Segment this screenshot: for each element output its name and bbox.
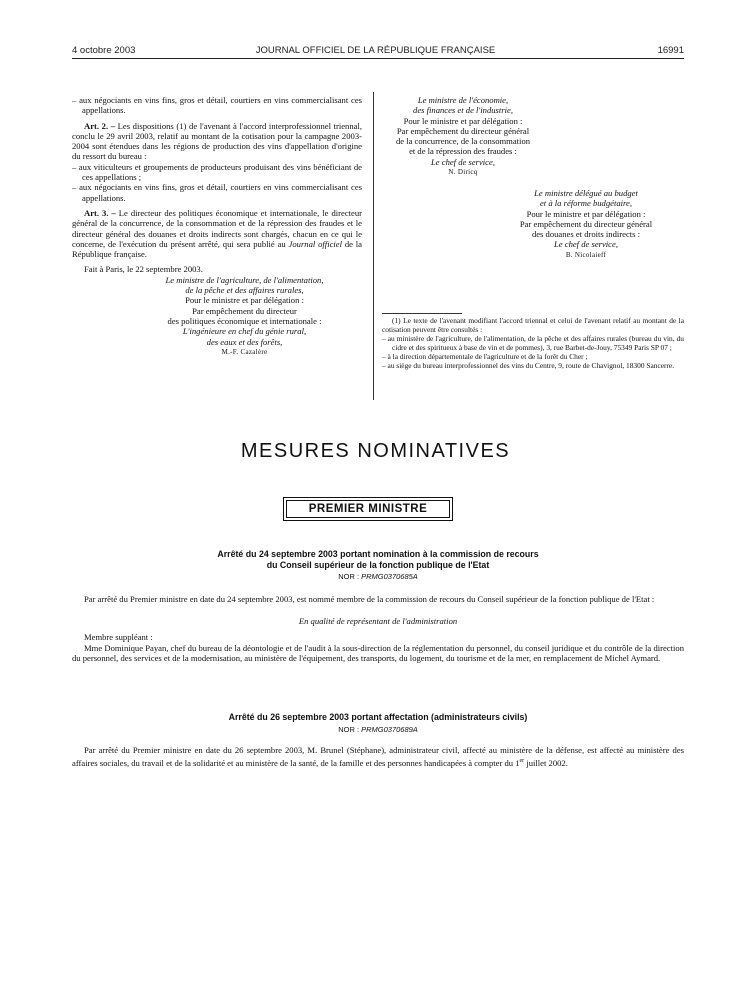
arrete-body: Par arrêté du Premier ministre en date du 26 septembre 2003, M. Brunel (Stéphane), administrateur civil, affecté au ministère de la défense, est affecté au ministère des affaires sociales, du travail et de la solidarité et au ministère de la santé, de la famille et des personnes handicapées à compter du 1er juillet 2002. [72, 745, 684, 768]
list-item: – à la direction départementale de l'agriculture et de la forêt du Cher ; [382, 352, 588, 361]
signature-block-economy: Le ministre de l'économie, des finances et de l'industrie, Pour le ministre et par délégation : Par empêchement du directeur général de la concurrence, de la consommation et de la répression des fraudes : Le chef de service, N. Diricq [378, 95, 548, 177]
header-date: 4 octobre 2003 [72, 45, 136, 56]
signatory-name: N. Diricq [448, 168, 478, 177]
article-label: Art. 2. – [84, 120, 116, 131]
date-place: Fait à Paris, le 22 septembre 2003. [84, 264, 203, 275]
list-item: – au ministère de l'agriculture, de l'alimentation, de la pêche et des affaires rurales (bureau du vin, du cidre et des spiritueux à base de vin et de pommes), 3, rue Barbet-de-Jouy, 75349 Paris SP 07 ; [382, 334, 684, 352]
footnote: (1) Le texte de l'avenant modifiant l'accord triennal et celui de l'avenant relatif au montant de la cotisation peuvent être consultés : – au ministère de l'agriculture, de l'alimentation, de la pêche et des affaires rurales (bureau du vin, du cidre et des spiritueux à base de vin et de pommes), 3, rue Barbet-de-Jouy, 75349 Paris SP 07 ; – à la direction départementale de l'agriculture et de la forêt du Cher ; – au siège du bureau interprofessionnel des vins du Centre, 9, route de Chavignol, 18300 Sancerre. [382, 316, 684, 370]
arrete-title: Arrêté du 26 septembre 2003 portant affectation (administrateurs civils) [228, 712, 528, 722]
quality-heading: En qualité de représentant de l'administration [298, 615, 458, 626]
article-label: Art. 3. – [84, 207, 116, 218]
arrete-body: Par arrêté du Premier ministre en date du 24 septembre 2003, est nommé membre de la commission de recours du Conseil supérieur de la fonction publique de l'Etat : En qualité de représentant de l'administration Membre suppléant : Mme Dominique Payan, chef du bureau de la déontologie et de l'audit à la sous-direction de la réglementation du personnel, du conseil juridique et du contrôle de la direction du personnel, des services et de la modernisation, au ministère de l'équipement, des transports, du logement, du tourisme et de la mer, en remplacement de Michel Aymard. [72, 594, 684, 663]
nor-reference: NOR : PRMG0370689A [338, 725, 418, 734]
list-item: – aux viticulteurs et groupements de producteurs produisant des vins bénéficiant de ces appellations ; [72, 161, 362, 183]
paragraph: – aux négociants en vins fins, gros et détail, courtiers en vins commercialisant ces appellations. [72, 95, 362, 116]
signatory-name: M.-F. Cazalère [221, 347, 268, 356]
header-page-number: 16991 [657, 45, 684, 56]
list-item: – aux négociants en vins fins, gros et détail, courtiers en vins commercialisant ces appellations. [72, 182, 362, 203]
signature-block-budget: Le ministre délégué au budget et à la réforme budgétaire, Pour le ministre et par délégation : Par empêchement du directeur général des douanes et droits indirects : Le chef de service, B. Nicolaieff [488, 188, 684, 260]
list-item: – au siège du bureau interprofessionnel des vins du Centre, 9, route de Chavignol, 18300 Sancerre. [382, 361, 675, 370]
header-rule [72, 58, 684, 59]
ministry-box [283, 497, 453, 521]
column-divider [373, 92, 374, 400]
nor-reference: NOR : PRMG0370685A [338, 572, 418, 581]
article-2: Art. 2. – Les dispositions (1) de l'avenant à l'accord interprofessionnel triennal, conclu le 29 avril 2003, relatif au montant de la cotisation pour la campagne 2003-2004 sont étendues dans les régions de production des vins d'appellation d'origine du ressort du bureau : [72, 120, 362, 162]
ministry-label: PREMIER MINISTRE [286, 500, 450, 518]
footnote-rule [382, 313, 462, 314]
section-title: MESURES NOMINATIVES [240, 440, 511, 462]
signatory-name: B. Nicolaieff [565, 250, 607, 259]
signature-block: Le ministre de l'agriculture, de l'alimentation, de la pêche et des affaires rurales, Pour le ministre et par délégation : Par empêchement du directeur des politiques économique et internationale : L'ingénieure en chef du génie rural, des eaux et des forêts, M.-F. Cazalère [72, 275, 362, 357]
article-3: Art. 3. – Le directeur des politiques économique et internationale, le directeur général de la concurrence, de la consommation et de la répression des fraudes et le directeur général des douanes et droits indirects sont chargés, chacun en ce qui le concerne, de l'exécution du présent arrêté, qui sera publié au Journal officiel de la République française. [72, 207, 362, 260]
arrete-title: Arrêté du 24 septembre 2003 portant nomination à la commission de recours du Conseil supérieur de la fonction publique de l'Etat [217, 549, 539, 570]
left-column [72, 95, 362, 357]
header-journal-title: JOURNAL OFFICIEL DE LA RÉPUBLIQUE FRANÇAISE [255, 45, 496, 56]
